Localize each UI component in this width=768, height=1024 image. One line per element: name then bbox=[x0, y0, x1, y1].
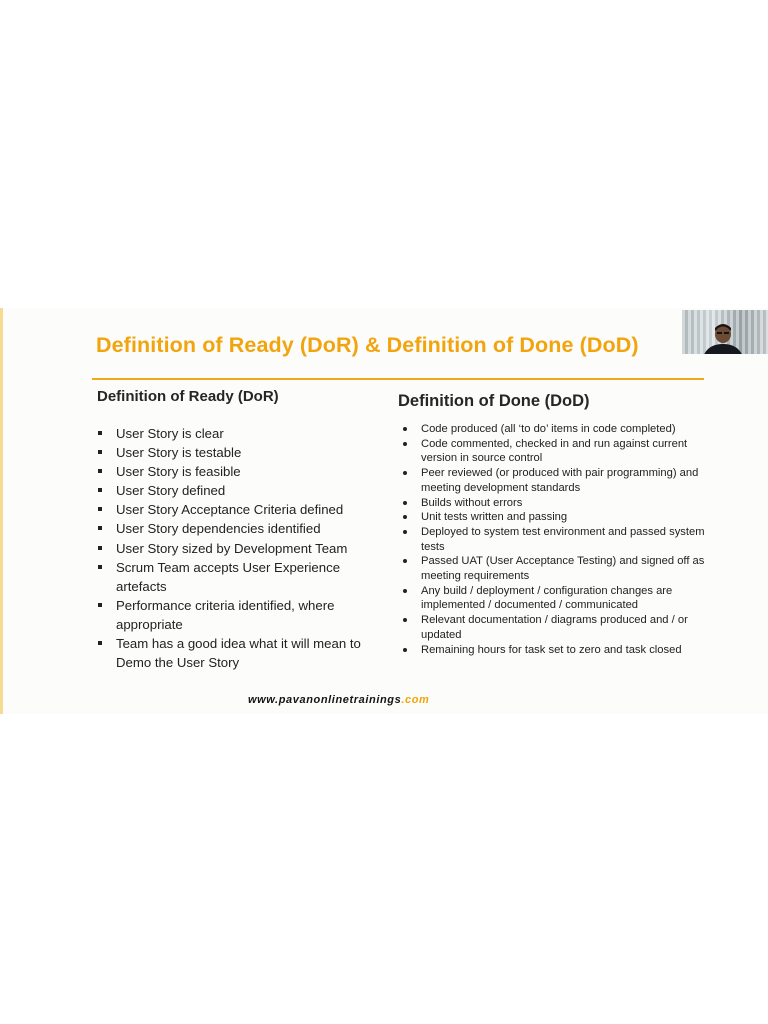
list-item: Relevant documentation / diagrams produced and / or updated bbox=[402, 613, 712, 642]
square-bullet-icon bbox=[98, 469, 102, 473]
square-bullet-icon bbox=[98, 450, 102, 454]
list-item: Code commented, checked in and run against current version in source control bbox=[402, 437, 712, 466]
square-bullet-icon bbox=[98, 431, 102, 435]
dod-list bbox=[402, 422, 712, 657]
round-bullet-icon bbox=[403, 442, 407, 446]
square-bullet-icon bbox=[98, 488, 102, 492]
round-bullet-icon bbox=[403, 515, 407, 519]
list-item: User Story Acceptance Criteria defined bbox=[98, 500, 384, 519]
round-bullet-icon bbox=[403, 471, 407, 475]
square-bullet-icon bbox=[98, 526, 102, 530]
presenter-webcam-thumbnail bbox=[682, 310, 768, 354]
list-item: Team has a good idea what it will mean to Demo the User Story bbox=[98, 634, 384, 672]
slide bbox=[0, 308, 768, 714]
dor-list bbox=[98, 424, 384, 672]
list-item: Scrum Team accepts User Experience artefacts bbox=[98, 558, 384, 596]
list-item: Remaining hours for task set to zero and task closed bbox=[402, 643, 712, 658]
list-item: Unit tests written and passing bbox=[402, 510, 712, 525]
list-item: User Story is clear bbox=[98, 424, 384, 443]
footer-url-tld: .com bbox=[401, 694, 430, 706]
dod-heading: Definition of Done (DoD) bbox=[398, 392, 590, 410]
list-item: Builds without errors bbox=[402, 496, 712, 511]
round-bullet-icon bbox=[403, 427, 407, 431]
list-item: User Story is feasible bbox=[98, 462, 384, 481]
round-bullet-icon bbox=[403, 618, 407, 622]
presenter-icon bbox=[700, 320, 746, 354]
dor-heading: Definition of Ready (DoR) bbox=[97, 388, 279, 405]
round-bullet-icon bbox=[403, 530, 407, 534]
round-bullet-icon bbox=[403, 501, 407, 505]
list-item: Code produced (all ‘to do’ items in code completed) bbox=[402, 422, 712, 437]
list-item: User Story sized by Development Team bbox=[98, 539, 384, 558]
round-bullet-icon bbox=[403, 589, 407, 593]
square-bullet-icon bbox=[98, 546, 102, 550]
slide-title: Definition of Ready (DoR) & Definition of Done (DoD) bbox=[96, 333, 639, 357]
list-item: User Story defined bbox=[98, 481, 384, 500]
round-bullet-icon bbox=[403, 648, 407, 652]
footer-url bbox=[248, 694, 429, 706]
slide-edge bbox=[0, 308, 3, 714]
footer-url-main: www.pavanonlinetrainings bbox=[248, 694, 402, 706]
list-item: Any build / deployment / configuration changes are implemented / documented / communicated bbox=[402, 584, 712, 613]
square-bullet-icon bbox=[98, 507, 102, 511]
list-item: Peer reviewed (or produced with pair programming) and meeting development standards bbox=[402, 466, 712, 495]
title-divider bbox=[92, 378, 704, 380]
square-bullet-icon bbox=[98, 603, 102, 607]
square-bullet-icon bbox=[98, 641, 102, 645]
list-item: Passed UAT (User Acceptance Testing) and signed off as meeting requirements bbox=[402, 554, 712, 583]
list-item: User Story dependencies identified bbox=[98, 519, 384, 538]
list-item: Performance criteria identified, where appropriate bbox=[98, 596, 384, 634]
list-item: Deployed to system test environment and passed system tests bbox=[402, 525, 712, 554]
round-bullet-icon bbox=[403, 559, 407, 563]
square-bullet-icon bbox=[98, 565, 102, 569]
list-item: User Story is testable bbox=[98, 443, 384, 462]
